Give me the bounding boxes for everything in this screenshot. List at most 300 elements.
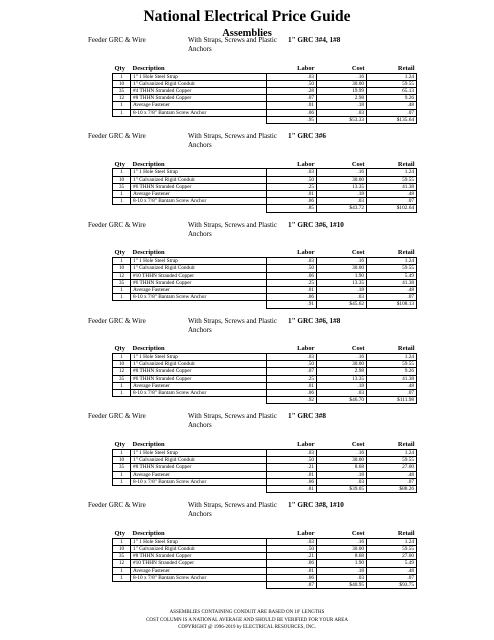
- column-header: Description: [132, 64, 165, 72]
- column-header: Labor: [297, 441, 315, 449]
- cell-labor: .03: [267, 258, 317, 265]
- table-row: [113, 294, 417, 301]
- blank-cell: [113, 581, 131, 588]
- cell-retail: 5.49: [367, 560, 417, 567]
- cell-retail: .07: [367, 109, 417, 116]
- cell-qty: 12: [113, 560, 131, 567]
- cell-labor: .06: [267, 198, 317, 205]
- table-row: [113, 560, 417, 567]
- cell-qty: 35: [113, 553, 131, 560]
- column-header: Retail: [397, 249, 415, 257]
- cell-retail: 1.24: [367, 73, 417, 80]
- table-row: [113, 286, 417, 293]
- table-row: [113, 478, 417, 485]
- cell-desc: 8-10 x 7/8" Bantam Screw Anchor: [131, 478, 267, 485]
- table-row: [113, 80, 417, 87]
- cell-desc: #8 THHN Stranded Copper: [131, 553, 267, 560]
- column-header: Description: [132, 441, 165, 449]
- cell-retail: .07: [367, 198, 417, 205]
- table-header-row: [113, 345, 417, 354]
- cell-desc: 1" 1 Hole Steel Strap: [131, 538, 267, 545]
- table-row: [113, 183, 417, 190]
- table-row: [113, 272, 417, 279]
- blank-cell: [131, 581, 267, 588]
- cell-retail: .07: [367, 574, 417, 581]
- table-row: [113, 361, 417, 368]
- cell-cost: 1.90: [317, 560, 367, 567]
- cell-qty: 1: [113, 538, 131, 545]
- table-row: [113, 265, 417, 272]
- column-header: Cost: [351, 64, 365, 72]
- table-row: [113, 258, 417, 265]
- cell-desc: 8-10 x 7/8" Bantam Screw Anchor: [131, 294, 267, 301]
- column-header: Cost: [351, 160, 365, 168]
- assembly-table: [112, 160, 417, 213]
- cell-retail: 27.00: [367, 464, 417, 471]
- cell-desc: #8 THHN Stranded Copper: [131, 368, 267, 375]
- column-header: Retail: [397, 345, 415, 353]
- cell-qty: 1: [113, 169, 131, 176]
- cell-cost: 30.00: [317, 80, 367, 87]
- total-row: [113, 205, 417, 212]
- cell-cost: .03: [317, 109, 367, 116]
- assembly-category: Feeder GRC & Wire: [88, 316, 146, 325]
- footer-line: COST COLUMN IS A NATIONAL AVERAGE AND SHOULD BE VERIFIED FOR YOUR AREA: [146, 617, 348, 623]
- cell-retail: .48: [367, 567, 417, 574]
- column-header: Retail: [397, 64, 415, 72]
- cell-desc: #10 THHN Stranded Copper: [131, 272, 267, 279]
- column-header: Labor: [297, 64, 315, 72]
- cell-qty: 10: [113, 361, 131, 368]
- cell-cost: 30.00: [317, 265, 367, 272]
- cell-qty: 1: [113, 286, 131, 293]
- cell-desc: #6 THHN Stranded Copper: [131, 279, 267, 286]
- cell-qty: 1: [113, 567, 131, 574]
- table-row: [113, 464, 417, 471]
- cell-cost: 2.98: [317, 95, 367, 102]
- table-row: [113, 102, 417, 109]
- cell-labor: .01: [267, 382, 317, 389]
- cell-retail: 65.13: [367, 87, 417, 94]
- column-header: Retail: [397, 529, 415, 537]
- cell-labor: .01: [267, 286, 317, 293]
- assembly-section: [0, 412, 494, 492]
- assembly-category: Feeder GRC & Wire: [88, 501, 146, 510]
- cell-qty: 1: [113, 574, 131, 581]
- cell-retail: 27.00: [367, 553, 417, 560]
- column-header: Description: [132, 529, 165, 537]
- cell-desc: 1" Galvanized Rigid Conduit: [131, 265, 267, 272]
- cell-labor: .25: [267, 183, 317, 190]
- cell-qty: 10: [113, 176, 131, 183]
- table-row: [113, 382, 417, 389]
- assembly-category: Feeder GRC & Wire: [88, 36, 146, 44]
- table-row: [113, 471, 417, 478]
- assembly-table: [112, 249, 417, 309]
- table-header-row: [113, 64, 417, 73]
- cell-cost: 13.35: [317, 375, 367, 382]
- cell-desc: #6 THHN Stranded Copper: [131, 375, 267, 382]
- cell-desc: Average Fastener: [131, 191, 267, 198]
- page-title: National Electrical Price Guide: [143, 8, 351, 25]
- total-retail: $102.64: [367, 205, 417, 212]
- cell-desc: 8-10 x 7/8" Bantam Screw Anchor: [131, 109, 267, 116]
- cell-desc: Average Fastener: [131, 102, 267, 109]
- total-cost: $53.33: [317, 116, 367, 123]
- column-header: Qty: [114, 160, 125, 168]
- cell-retail: .07: [367, 390, 417, 397]
- cell-desc: 1" 1 Hole Steel Strap: [131, 258, 267, 265]
- assembly-table: [112, 345, 417, 405]
- assembly-section: [0, 501, 494, 588]
- cell-cost: .16: [317, 538, 367, 545]
- cell-retail: 5.49: [367, 272, 417, 279]
- total-labor: .95: [267, 116, 317, 123]
- footer-line: ASSEMBLIES CONTAINING CONDUIT ARE BASED ON 10' LENGTHS: [169, 610, 325, 615]
- assembly-description: With Straps, Screws and Plastic Anchors: [188, 36, 277, 53]
- cell-cost: .03: [317, 198, 367, 205]
- cell-labor: .03: [267, 169, 317, 176]
- cell-qty: 35: [113, 375, 131, 382]
- cell-retail: 59.55: [367, 265, 417, 272]
- cell-qty: 10: [113, 80, 131, 87]
- blank-cell: [131, 486, 267, 493]
- cell-qty: 1: [113, 449, 131, 456]
- column-header: Labor: [297, 249, 315, 257]
- cell-labor: .25: [267, 279, 317, 286]
- cell-desc: 8-10 x 7/8" Bantam Screw Anchor: [131, 574, 267, 581]
- table-header-row: [113, 440, 417, 449]
- table-row: [113, 169, 417, 176]
- assembly-header: [0, 221, 494, 249]
- cell-labor: .28: [267, 87, 317, 94]
- total-labor: .92: [267, 397, 317, 404]
- cell-retail: .48: [367, 102, 417, 109]
- total-row: [113, 581, 417, 588]
- assembly-category: Feeder GRC & Wire: [88, 412, 146, 421]
- cell-retail: 1.24: [367, 538, 417, 545]
- cell-retail: 41.38: [367, 183, 417, 190]
- cell-labor: .01: [267, 102, 317, 109]
- cell-labor: .50: [267, 176, 317, 183]
- cell-cost: 8.68: [317, 464, 367, 471]
- cell-cost: 2.98: [317, 368, 367, 375]
- cell-labor: .50: [267, 265, 317, 272]
- cell-cost: 13.35: [317, 183, 367, 190]
- cell-retail: .07: [367, 478, 417, 485]
- cell-labor: .01: [267, 191, 317, 198]
- blank-cell: [131, 397, 267, 404]
- cell-qty: 10: [113, 545, 131, 552]
- cell-labor: .07: [267, 95, 317, 102]
- column-header: Labor: [297, 345, 315, 353]
- table-row: [113, 449, 417, 456]
- cell-retail: 59.55: [367, 80, 417, 87]
- column-header: Retail: [397, 441, 415, 449]
- assembly-header: [0, 132, 494, 160]
- assembly-code: 1" GRC 3#8, 1#10: [288, 501, 344, 510]
- footer-line: COPYRIGHT @ 1996-2019 by ELECTRICAL RESOURCES, INC.: [178, 625, 316, 630]
- cell-labor: .21: [267, 553, 317, 560]
- column-header: Qty: [114, 441, 125, 449]
- cell-labor: .25: [267, 375, 317, 382]
- cell-desc: 1" Galvanized Rigid Conduit: [131, 80, 267, 87]
- total-retail: $111.98: [367, 397, 417, 404]
- table-row: [113, 567, 417, 574]
- assembly-header: [0, 36, 494, 64]
- assembly-table: [112, 529, 417, 589]
- blank-cell: [131, 205, 267, 212]
- cell-qty: 10: [113, 265, 131, 272]
- cell-labor: .01: [267, 471, 317, 478]
- cell-qty: 1: [113, 73, 131, 80]
- blank-cell: [113, 301, 131, 308]
- blank-cell: [113, 486, 131, 493]
- assembly-section: [0, 131, 494, 212]
- assembly-code: 1" GRC 3#8: [288, 412, 326, 421]
- table-row: [113, 95, 417, 102]
- total-labor: .85: [267, 205, 317, 212]
- table-header-row: [113, 160, 417, 169]
- assembly-category: Feeder GRC & Wire: [88, 220, 146, 229]
- column-header: Description: [132, 160, 165, 168]
- column-header: Description: [132, 249, 165, 257]
- total-row: [113, 397, 417, 404]
- cell-labor: .06: [267, 294, 317, 301]
- cell-retail: .48: [367, 382, 417, 389]
- total-cost: $40.95: [317, 581, 367, 588]
- cell-retail: .48: [367, 286, 417, 293]
- cell-qty: 1: [113, 198, 131, 205]
- total-labor: .81: [267, 486, 317, 493]
- table-row: [113, 390, 417, 397]
- column-header: Description: [132, 345, 165, 353]
- cell-qty: 1: [113, 471, 131, 478]
- cell-labor: .06: [267, 272, 317, 279]
- table-row: [113, 176, 417, 183]
- cell-cost: 19.99: [317, 87, 367, 94]
- blank-cell: [131, 301, 267, 308]
- table-row: [113, 368, 417, 375]
- cell-retail: 1.24: [367, 449, 417, 456]
- assembly-section: [0, 316, 494, 404]
- cell-cost: .16: [317, 73, 367, 80]
- cell-cost: .16: [317, 258, 367, 265]
- column-header: Retail: [397, 160, 415, 168]
- cell-desc: #8 THHN Stranded Copper: [131, 95, 267, 102]
- cell-labor: .50: [267, 80, 317, 87]
- column-header: Cost: [351, 345, 365, 353]
- total-row: [113, 486, 417, 493]
- cell-cost: .18: [317, 102, 367, 109]
- cell-labor: .50: [267, 457, 317, 464]
- cell-retail: 41.38: [367, 279, 417, 286]
- cell-qty: 35: [113, 464, 131, 471]
- column-header: Qty: [114, 64, 125, 72]
- assembly-code: 1" GRC 3#6, 1#8: [288, 316, 341, 325]
- cell-cost: .03: [317, 478, 367, 485]
- cell-desc: #4 THHN Stranded Copper: [131, 87, 267, 94]
- cell-cost: .03: [317, 390, 367, 397]
- cell-retail: 1.24: [367, 169, 417, 176]
- cell-cost: .18: [317, 382, 367, 389]
- cell-qty: 35: [113, 279, 131, 286]
- assembly-description: With Straps, Screws and Plastic Anchors: [188, 131, 277, 149]
- cell-qty: 1: [113, 191, 131, 198]
- cell-retail: .07: [367, 294, 417, 301]
- cell-cost: 30.00: [317, 361, 367, 368]
- column-header: Qty: [114, 249, 125, 257]
- cell-cost: .16: [317, 169, 367, 176]
- cell-labor: .06: [267, 109, 317, 116]
- total-cost: $45.62: [317, 301, 367, 308]
- total-retail: $108.13: [367, 301, 417, 308]
- cell-qty: 35: [113, 183, 131, 190]
- cell-retail: 9.26: [367, 95, 417, 102]
- cell-labor: .06: [267, 478, 317, 485]
- total-cost: $46.70: [317, 397, 367, 404]
- cell-cost: 30.00: [317, 176, 367, 183]
- total-row: [113, 301, 417, 308]
- cell-desc: 1" 1 Hole Steel Strap: [131, 354, 267, 361]
- table-row: [113, 553, 417, 560]
- assembly-header: [0, 317, 494, 345]
- cell-retail: 59.55: [367, 361, 417, 368]
- cell-desc: 8-10 x 7/8" Bantam Screw Anchor: [131, 198, 267, 205]
- cell-labor: .06: [267, 560, 317, 567]
- cell-cost: 13.35: [317, 279, 367, 286]
- cell-labor: .50: [267, 545, 317, 552]
- cell-cost: 30.00: [317, 457, 367, 464]
- assembly-table: [112, 64, 417, 124]
- table-row: [113, 279, 417, 286]
- cell-desc: 1" Galvanized Rigid Conduit: [131, 545, 267, 552]
- cell-labor: .03: [267, 538, 317, 545]
- assembly-header: [0, 501, 494, 529]
- cell-labor: .21: [267, 464, 317, 471]
- blank-cell: [113, 397, 131, 404]
- cell-cost: .03: [317, 574, 367, 581]
- table-row: [113, 109, 417, 116]
- column-header: Qty: [114, 529, 125, 537]
- cell-cost: .16: [317, 449, 367, 456]
- cell-cost: 8.68: [317, 553, 367, 560]
- column-header: Labor: [297, 160, 315, 168]
- cell-desc: 1" 1 Hole Steel Strap: [131, 449, 267, 456]
- cell-desc: 1" Galvanized Rigid Conduit: [131, 176, 267, 183]
- cell-labor: .03: [267, 73, 317, 80]
- blank-cell: [131, 116, 267, 123]
- cell-qty: 1: [113, 294, 131, 301]
- cell-labor: .50: [267, 361, 317, 368]
- cell-labor: .06: [267, 390, 317, 397]
- column-header: Cost: [351, 441, 365, 449]
- cell-desc: 1" Galvanized Rigid Conduit: [131, 457, 267, 464]
- assembly-code: 1" GRC 3#6: [288, 131, 326, 140]
- cell-retail: 41.38: [367, 375, 417, 382]
- cell-retail: .48: [367, 471, 417, 478]
- blank-cell: [113, 205, 131, 212]
- table-row: [113, 574, 417, 581]
- cell-desc: 1" 1 Hole Steel Strap: [131, 169, 267, 176]
- assembly-section: [0, 220, 494, 308]
- cell-cost: .18: [317, 286, 367, 293]
- cell-cost: 30.00: [317, 545, 367, 552]
- cell-qty: 1: [113, 102, 131, 109]
- assembly-description: With Straps, Screws and Plastic Anchors: [188, 220, 277, 238]
- cell-cost: .03: [317, 294, 367, 301]
- cell-labor: .03: [267, 354, 317, 361]
- assembly-code: 1" GRC 3#6, 1#10: [288, 220, 344, 229]
- cell-labor: .01: [267, 567, 317, 574]
- cell-cost: .18: [317, 471, 367, 478]
- cell-qty: 1: [113, 382, 131, 389]
- total-cost: $39.05: [317, 486, 367, 493]
- cell-cost: .16: [317, 354, 367, 361]
- assembly-code: 1" GRC 3#4, 1#8: [288, 36, 341, 44]
- blank-cell: [113, 116, 131, 123]
- assembly-header: [0, 412, 494, 440]
- cell-desc: 1" 1 Hole Steel Strap: [131, 73, 267, 80]
- cell-cost: .18: [317, 567, 367, 574]
- cell-desc: 8-10 x 7/8" Bantam Screw Anchor: [131, 390, 267, 397]
- total-retail: $135.64: [367, 116, 417, 123]
- cell-retail: 1.24: [367, 354, 417, 361]
- cell-qty: 10: [113, 457, 131, 464]
- table-row: [113, 73, 417, 80]
- cell-desc: Average Fastener: [131, 382, 267, 389]
- cell-retail: .48: [367, 191, 417, 198]
- table-row: [113, 191, 417, 198]
- column-header: Qty: [114, 345, 125, 353]
- total-retail: $93.75: [367, 581, 417, 588]
- column-header: Cost: [351, 249, 365, 257]
- total-row: [113, 116, 417, 123]
- assembly-table: [112, 440, 417, 493]
- cell-qty: 1: [113, 390, 131, 397]
- cell-retail: 59.55: [367, 545, 417, 552]
- page-footer: [0, 609, 494, 632]
- cell-qty: 1: [113, 258, 131, 265]
- cell-desc: #6 THHN Stranded Copper: [131, 183, 267, 190]
- total-retail: $88.26: [367, 486, 417, 493]
- column-header: Labor: [297, 529, 315, 537]
- cell-labor: .06: [267, 574, 317, 581]
- column-header: Cost: [351, 529, 365, 537]
- table-header-row: [113, 249, 417, 258]
- total-cost: $43.72: [317, 205, 367, 212]
- total-labor: .91: [267, 301, 317, 308]
- cell-qty: 1: [113, 109, 131, 116]
- table-row: [113, 538, 417, 545]
- cell-qty: 1: [113, 354, 131, 361]
- cell-labor: .03: [267, 449, 317, 456]
- assembly-description: With Straps, Screws and Plastic Anchors: [188, 501, 277, 519]
- cell-retail: 59.55: [367, 176, 417, 183]
- cell-qty: 1: [113, 478, 131, 485]
- cell-labor: .07: [267, 368, 317, 375]
- assembly-section: [0, 36, 494, 123]
- cell-desc: #8 THHN Stranded Copper: [131, 464, 267, 471]
- table-row: [113, 457, 417, 464]
- cell-qty: 12: [113, 95, 131, 102]
- table-row: [113, 375, 417, 382]
- cell-retail: 1.24: [367, 258, 417, 265]
- cell-desc: Average Fastener: [131, 286, 267, 293]
- total-labor: .87: [267, 581, 317, 588]
- cell-retail: 9.26: [367, 368, 417, 375]
- cell-cost: .18: [317, 191, 367, 198]
